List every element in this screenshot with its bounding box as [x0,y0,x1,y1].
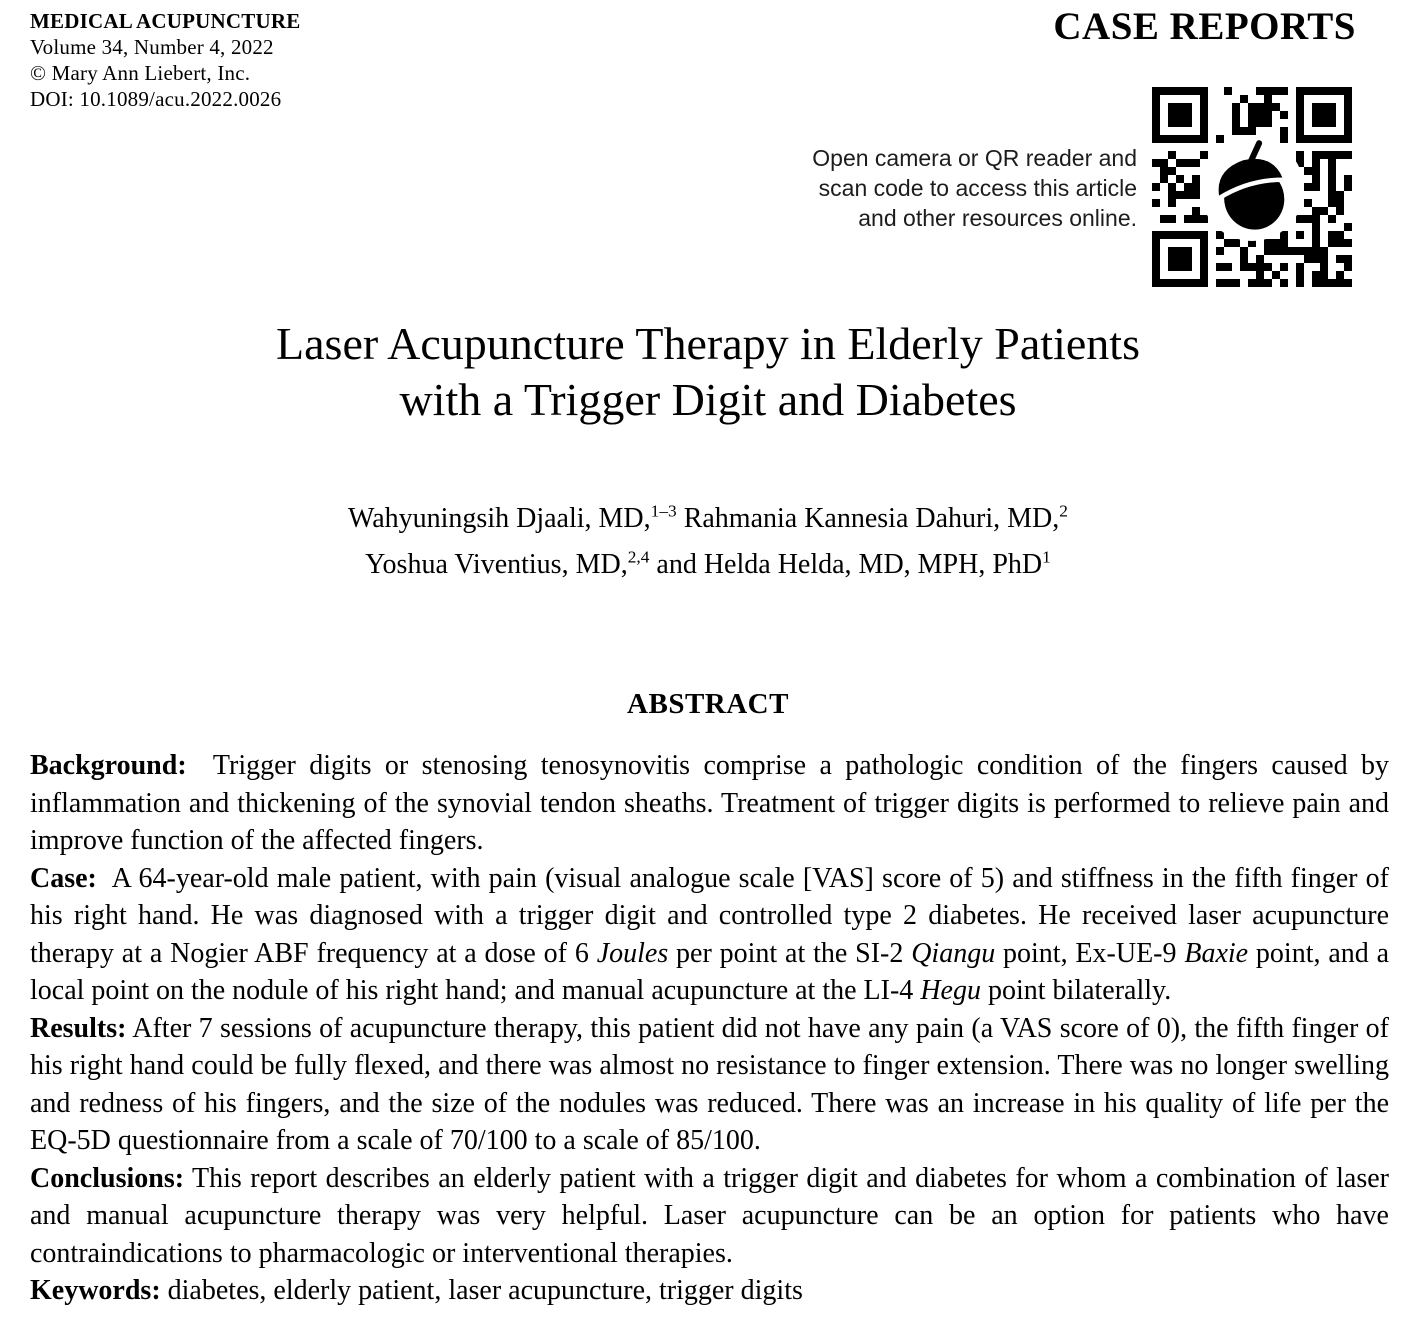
masthead [30,8,300,112]
doi-line: DOI: 10.1089/acu.2022.0026 [30,87,282,111]
author-list [0,496,1416,588]
title-line-2: with a Trigger Digit and Diabetes [399,374,1017,425]
abstract-paragraph-conclusions: Conclusions: This report describes an elderly patient with a trigger digit and diabetes for whom a combination of laser and manual acupuncture therapy was very helpful. Laser acupuncture can be an option for patients who have contraindications to pharmacologic or interventional therapies. [30,1162,1389,1269]
article-title [0,316,1416,428]
authors-line-2: Yoshua Viventius, MD,$^{2,4}$ and Helda Helda, MD, MPH, PhD$^1$ [365,547,1051,580]
abstract-paragraph-case: Case: A 64-year-old male patient, with pain (visual analogue scale [VAS] score of 5) and stiffness in the fifth finger of his right hand. He was diagnosed with a trigger digit and controlled type 2 diabetes. He received laser acupuncture therapy at a Nogier ABF frequency at a dose of 6 Joules per point at the SI-2 Qiangu point, Ex-UE-9 Baxie point, and a local point on the nodule of his right hand; and manual acupuncture at the LI-4 Hegu point bilaterally. [30,862,1390,1006]
copyright-line: © Mary Ann Liebert, Inc. [30,61,251,85]
authors-line-1: Wahyuningsih Djaali, MD,$^{1-3}$ Rahmania Kannesia Dahuri, MD,$^2$ [348,501,1068,534]
journal-name: MEDICAL ACUPUNCTURE [30,9,301,33]
qr-caption [812,143,1137,233]
abstract-paragraph-background: Background: Trigger digits or stenosing tenosynovitis comprise a pathologic condition of the fingers caused by inflammation and thickening of the synovial tendon sheaths. Treatment of trigger digits is performed to relieve pain and improve function of the affected fingers. [30,750,1389,856]
qr-caption-line-1: Open camera or QR reader and [812,145,1137,171]
qr-code [1152,87,1352,287]
qr-caption-line-2: scan code to access this article [818,175,1137,201]
qr-caption-line-3: and other resources online. [858,205,1137,231]
keywords-line: Keywords: diabetes, elderly patient, laser acupuncture, trigger digits [30,1275,803,1306]
volume-line: Volume 34, Number 4, 2022 [30,35,274,59]
qr-block [812,87,1352,287]
case-reports-banner: CASE REPORTS [1053,5,1356,48]
title-line-1: Laser Acupuncture Therapy in Elderly Patients [276,318,1140,369]
abstract-body [30,747,1389,1310]
abstract-heading: ABSTRACT [627,688,789,720]
abstract-paragraph-results: Results: After 7 sessions of acupuncture therapy, this patient did not have any pain (a VAS score of 0), the fifth finger of his right hand could be fully flexed, and there was almost no resistance to finger extension. There was no longer swelling and redness of his fingers, and the size of the nodules was reduced. There was an increase in his quality of life per the EQ-5D questionnaire from a scale of 70/100 to a scale of 85/100. [30,1012,1389,1156]
